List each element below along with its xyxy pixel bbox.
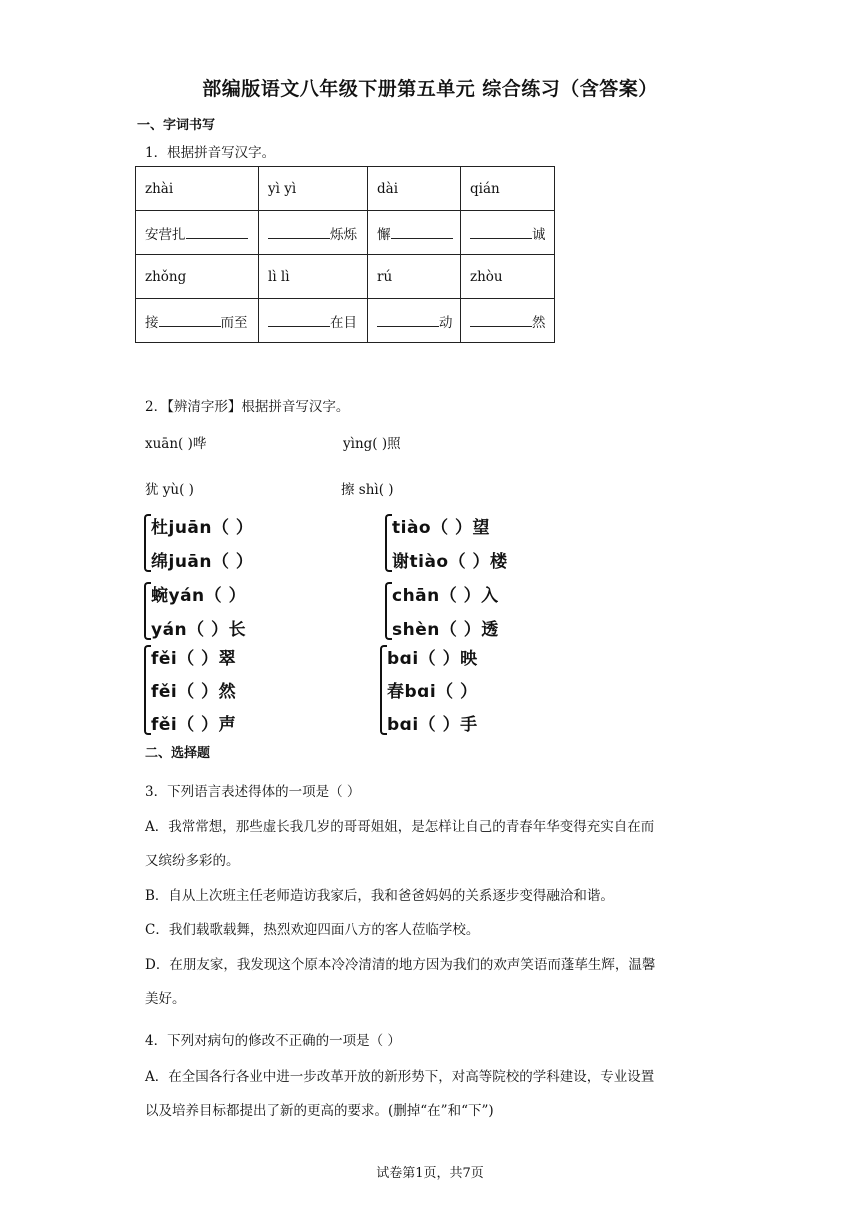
pinyin-cell: zhài xyxy=(136,167,259,211)
answer-blank[interactable] xyxy=(268,314,330,327)
pinyin-cell: lì lì xyxy=(259,255,368,299)
q3-option-a-cont: 又缤纷多彩的。 xyxy=(145,853,240,869)
pinyin-cell: yì yì xyxy=(259,167,368,211)
table-row xyxy=(136,255,555,299)
bracket-group-line: shèn（ ）透 xyxy=(392,620,499,640)
group-brace xyxy=(385,514,392,572)
bracket-group-line: 谢tiào（ ）楼 xyxy=(392,552,508,572)
q4-option-a[interactable]: A．在全国各行各业中进一步改革开放的新形势下，对高等院校的学科建设，专业设置 xyxy=(145,1069,655,1085)
answer-blank[interactable] xyxy=(470,314,532,327)
q3-option-c[interactable]: C．我们载歌载舞，热烈欢迎四面八方的客人莅临学校。 xyxy=(145,922,480,938)
word-prefix: 安营扎 xyxy=(145,226,186,243)
answer-cell xyxy=(461,211,555,255)
word-suffix: 然 xyxy=(532,314,546,331)
answer-blank[interactable] xyxy=(268,226,330,239)
bracket-group-line: tiào（ ）望 xyxy=(392,518,491,538)
answer-cell xyxy=(461,299,555,343)
bracket-group-line: 蜿yán（ ） xyxy=(151,586,247,606)
word-suffix: 在目 xyxy=(330,314,357,331)
word-prefix: 懈 xyxy=(377,226,391,243)
bracket-group-line: chān（ ）入 xyxy=(392,586,499,606)
answer-cell xyxy=(259,299,368,343)
question-3-prompt: 3．下列语言表述得体的一项是（ ） xyxy=(145,784,361,800)
group-brace xyxy=(144,645,151,735)
word-suffix: 烁烁 xyxy=(330,226,357,243)
bracket-group-line: yán（ ）长 xyxy=(151,620,247,640)
question-4-prompt: 4．下列对病句的修改不正确的一项是（ ） xyxy=(145,1033,401,1049)
bracket-group-line: fěi（ ）声 xyxy=(151,715,237,735)
question-2-prompt: 2．【辨清字形】根据拼音写汉字。 xyxy=(145,399,350,415)
table-row xyxy=(136,299,555,343)
bracket-group-line: fěi（ ）然 xyxy=(151,682,237,702)
group-brace xyxy=(144,582,151,640)
word-suffix: 动 xyxy=(439,314,453,331)
answer-blank[interactable] xyxy=(470,226,532,239)
group-brace xyxy=(144,514,151,572)
answer-cell xyxy=(136,211,259,255)
answer-cell xyxy=(368,299,461,343)
q4-option-a-cont: 以及培养目标都提出了新的更高的要求。(删掉“在”和“下”) xyxy=(145,1103,494,1119)
pinyin-cell: qián xyxy=(461,167,555,211)
answer-cell xyxy=(259,211,368,255)
answer-blank[interactable] xyxy=(186,226,248,239)
q2-item: yìng( )照 xyxy=(343,436,401,452)
answer-blank[interactable] xyxy=(377,314,439,327)
answer-cell xyxy=(136,299,259,343)
answer-blank[interactable] xyxy=(159,314,221,327)
page-footer: 试卷第1页，共7页 xyxy=(376,1166,484,1181)
bracket-group-line: 绵juān（ ） xyxy=(151,552,254,572)
pinyin-cell: zhòu xyxy=(461,255,555,299)
page-title: 部编版语文八年级下册第五单元 综合练习（含答案） xyxy=(202,78,658,100)
q3-option-b[interactable]: B．自从上次班主任老师造访我家后，我和爸爸妈妈的关系逐步变得融洽和谐。 xyxy=(145,888,614,904)
bracket-group-line: 杜juān（ ） xyxy=(151,518,254,538)
section-heading-1: 一、字词书写 xyxy=(137,118,216,133)
group-brace xyxy=(380,645,387,735)
bracket-group-line: 春bɑi（ ） xyxy=(387,682,478,702)
q2-item: 犹 yù( ) xyxy=(145,482,194,498)
q3-option-d[interactable]: D．在朋友家，我发现这个原本冷冷清清的地方因为我们的欢声笑语而蓬荜生辉，温馨 xyxy=(145,957,656,973)
pinyin-cell: zhǒng xyxy=(136,255,259,299)
pinyin-table xyxy=(135,166,555,343)
word-prefix: 接 xyxy=(145,314,159,331)
pinyin-cell: dài xyxy=(368,167,461,211)
word-suffix: 而至 xyxy=(220,314,248,331)
table-row xyxy=(136,211,555,255)
word-suffix: 诚 xyxy=(532,226,546,243)
group-brace xyxy=(385,582,392,640)
pinyin-cell: rú xyxy=(368,255,461,299)
q3-option-a[interactable]: A．我常常想，那些虚长我几岁的哥哥姐姐，是怎样让自己的青春年华变得充实自在而 xyxy=(145,819,655,835)
q2-item: 擦 shì( ) xyxy=(341,482,394,498)
bracket-group-line: bɑi（ ）手 xyxy=(387,715,478,735)
question-1-prompt: 1．根据拼音写汉字。 xyxy=(145,145,276,161)
section-heading-2: 二、选择题 xyxy=(145,746,211,761)
q3-option-d-cont: 美好。 xyxy=(145,991,186,1007)
q2-item: xuān( )哗 xyxy=(145,436,207,452)
bracket-group-line: bɑi（ ）映 xyxy=(387,649,478,669)
table-row xyxy=(136,167,555,211)
answer-blank[interactable] xyxy=(391,226,453,239)
answer-cell xyxy=(368,211,461,255)
bracket-group-line: fěi（ ）翠 xyxy=(151,649,237,669)
